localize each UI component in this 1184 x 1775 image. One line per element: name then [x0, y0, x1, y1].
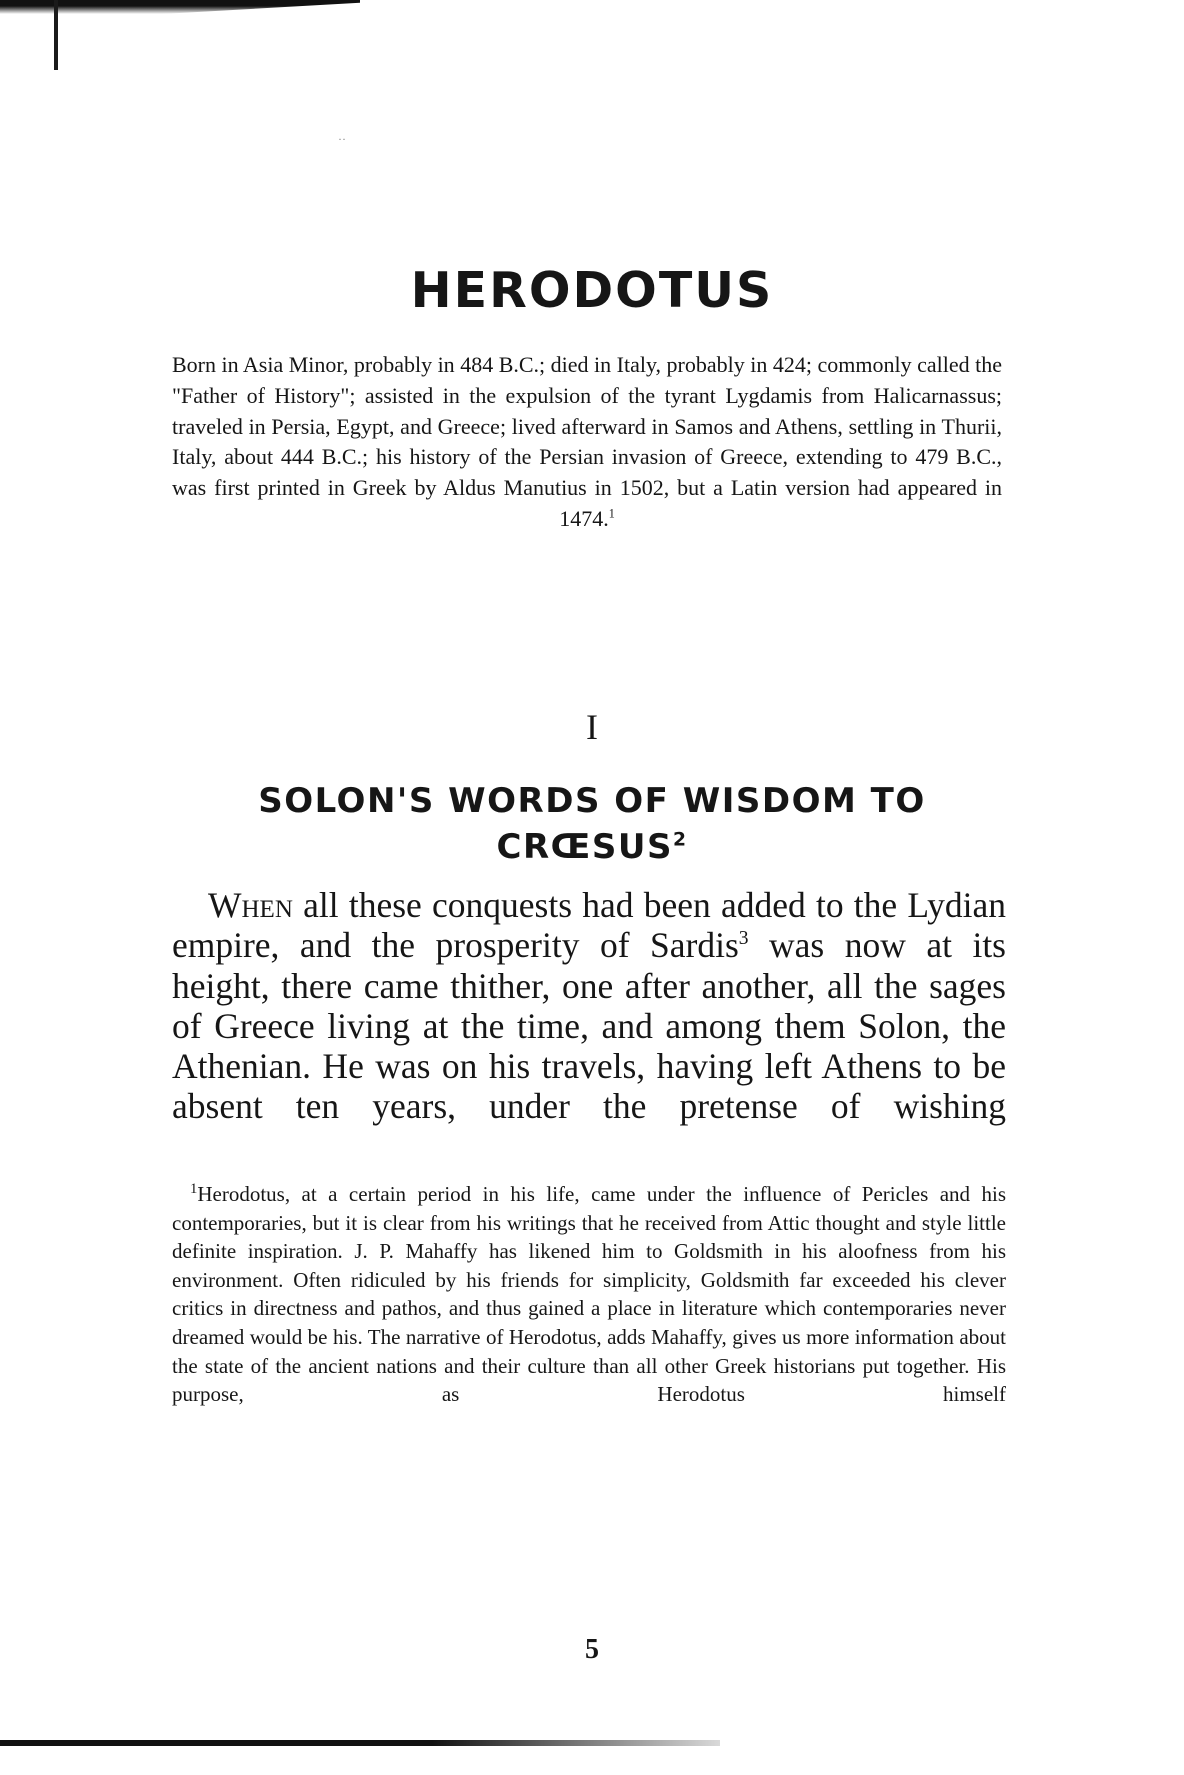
biography-text: Born in Asia Minor, probably in 484 B.C.; died in Italy, probably in 424; commonly called the "Father of History"; assisted in the expulsion of the tyrant Lygdamis from Halicarnassus; traveled in Persia, Egypt, and Greece; lived afterward in Samos and Athens, settling in Thurii, Italy, about 444 B.C.; his history of the Persian invasion of Greece, extending to 479 B.C., was first printed in Greek by Aldus Manutius in 1502, but a Latin version had appeared in 1474. [172, 352, 1002, 531]
footnote [172, 1180, 1006, 1409]
body-first-word: When [208, 885, 293, 925]
section-title [172, 778, 1012, 870]
body-text-part1: all these conquests had been added to the Lydian empire, and the prosperity of Sardis [172, 885, 1007, 966]
footnote-text: Herodotus, at a certain period in his life, came under the influence of Pericles and his contemporaries, but it is clear from his writings that he received from Attic thought and style little definite inspiration. J. P. Mahaffy has likened him to Goldsmith in his aloofness from his environment. Often ridiculed by his friends for simplicity, Goldsmith far exceeded his clever critics in directness and pathos, and thus gained a place in literature which contemporaries never dreamed would be his. The narrative of Herodotus, adds Mahaffy, gives us more information about the state of the ancient nations and their culture than all other Greek historians put together. His purpose, as Herodotus himself [172, 1182, 1006, 1407]
author-title: HERODOTUS [410, 262, 774, 319]
author-biography [172, 350, 1002, 535]
section-numeral: I [586, 707, 598, 747]
scan-speck: ·· [338, 132, 346, 146]
section-title-footnote-ref: 2 [672, 829, 688, 851]
biography-footnote-ref: 1 [608, 506, 615, 521]
footnote-number: 1 [190, 1181, 198, 1197]
sardis-footnote-ref: 3 [738, 928, 749, 950]
scan-edge-mark-bottom [0, 1740, 720, 1746]
body-paragraph [172, 885, 1006, 1127]
body-text-part2: was now at its height, there came thither, one after another, all the sages of Greece living at the time, and among them Solon, the Athenian. He was on his travels, having left Athens to be absent ten years, under the pretense of wishing [172, 925, 1007, 1127]
page-number: 5 [585, 1634, 599, 1665]
section-title-text: SOLON'S WORDS OF WISDOM TO CRŒSUS [258, 781, 926, 867]
scan-edge-mark-left [54, 0, 58, 70]
